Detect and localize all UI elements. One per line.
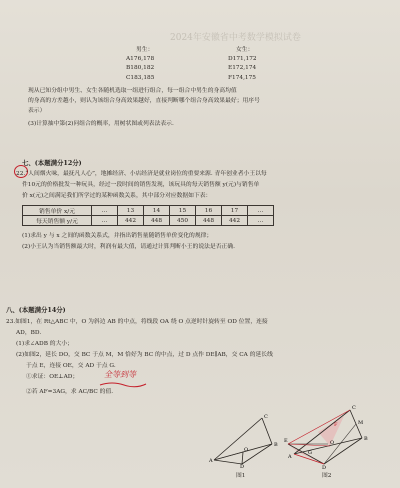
figure-1 xyxy=(208,412,280,468)
sales-table xyxy=(22,205,274,226)
table-cell: 450 xyxy=(170,216,196,226)
svg-text:O: O xyxy=(330,440,335,446)
female-option-e: E172,174 xyxy=(228,65,257,71)
svg-text:E: E xyxy=(284,438,288,444)
q23-line-1: 23.如图1，在 Rt△ABC 中，O 为斜边 AB 的中点，将线段 OA 绕 O 点逆时针旋转至 OD 位置，连接 xyxy=(6,319,268,325)
q23-sub-2-ii: ②若 AF=3AG，求 AC/BC 的值. xyxy=(26,389,114,395)
q23-sub-2-line-1: (2)如图2，延长 DO，交 BC 于点 M，M 恰好为 BC 的中点，过 D 点作 DE∥AB，交 CA 的延长线 xyxy=(16,352,273,358)
table-cell: … xyxy=(248,216,274,226)
ghost-header: 2024年安徽省中考数学模拟试卷 xyxy=(170,33,301,43)
svg-text:B: B xyxy=(274,442,278,448)
figure-2 xyxy=(284,394,370,470)
male-option-b: B180,182 xyxy=(126,65,155,71)
male-option-c: C183,185 xyxy=(126,75,155,81)
figure-1-caption: 图1 xyxy=(236,473,246,479)
svg-text:C: C xyxy=(352,405,356,411)
male-option-a: A176,178 xyxy=(126,56,155,62)
table-cell: … xyxy=(248,206,274,216)
para-line-2: 的身高的方差越小，则认为该组合身高效果越好，直接判断哪个组合身高效果最好；用序号 xyxy=(28,98,260,104)
table-row xyxy=(23,216,274,226)
svg-text:F: F xyxy=(334,422,338,428)
svg-text:M: M xyxy=(358,420,364,426)
table-cell: … xyxy=(92,206,118,216)
q23-line-2: AD，BD. xyxy=(16,330,42,336)
q23-sub-1: (1)求∠ADB 的大小； xyxy=(16,341,73,347)
para-line-3: 表示） xyxy=(28,108,46,114)
section-8-title: 八、(本题满分14分) xyxy=(6,306,66,314)
svg-text:D: D xyxy=(322,465,327,470)
svg-text:A: A xyxy=(209,458,213,464)
q22-line-3: 价 x(元)之间满足我们所学过的某种函数关系，其中部分对应数据如下表： xyxy=(22,193,212,199)
q23-sub-2-line-2: 于点 E，连接 OE，交 AD 于点 G. xyxy=(26,363,116,369)
table-header-revenue: 每天销售额 y/元 xyxy=(23,216,92,226)
red-underline-mark xyxy=(98,380,148,388)
section-7-title: 七、(本题满分12分) xyxy=(22,159,82,167)
table-cell: 16 xyxy=(196,206,222,216)
table-row xyxy=(23,206,274,216)
table-cell: … xyxy=(92,216,118,226)
svg-text:G: G xyxy=(308,450,312,456)
female-option-d: D171,172 xyxy=(228,56,257,62)
figure-2-caption: 图2 xyxy=(322,473,332,479)
q23-sub-2-i: ①求证：OE⊥AD； xyxy=(26,374,79,380)
svg-text:A: A xyxy=(288,454,292,460)
q22-sub-1: (1)求出 y 与 x 之间的函数关系式，并指出销售量随销售单价变化的规律； xyxy=(22,233,213,239)
male-label: 男生： xyxy=(136,47,154,53)
table-cell: 14 xyxy=(144,206,170,216)
svg-text:D: D xyxy=(240,464,245,468)
q22-line-2: 件10元的价格批发一种玩具，经过一段时间的销售发现，该玩具的每天销售额 y(元)与销售单 xyxy=(22,182,260,188)
handwritten-note: 全等到等 xyxy=(104,370,136,379)
q22-sub-2: (2)小王认为当销售额最大时，利润有最大值，请通过计算判断小王的说法是否正确. xyxy=(22,244,235,250)
question-3: (3)计算抽中第(2)问组合的概率，用树状图或列表法表示. xyxy=(28,121,174,127)
table-cell: 17 xyxy=(222,206,248,216)
table-cell: 442 xyxy=(222,216,248,226)
q22-line-1: 22.“人间烟火味，最抚凡人心”，地摊经济、小店经济是就业岗位的重要来源. 青年创业者小王以每 xyxy=(16,171,267,177)
female-label: 女生： xyxy=(236,47,254,53)
table-cell: 442 xyxy=(118,216,144,226)
svg-text:O: O xyxy=(244,447,249,453)
svg-text:C: C xyxy=(264,414,268,420)
svg-text:B: B xyxy=(364,436,368,442)
table-cell: 15 xyxy=(170,206,196,216)
table-cell: 448 xyxy=(196,216,222,226)
para-line-1: 现从已知分组中男生、女生各随机选取一组进行组合，每一组合中男生的身高均值 xyxy=(28,88,237,94)
table-cell: 448 xyxy=(144,216,170,226)
table-cell: 13 xyxy=(118,206,144,216)
table-header-price: 销售单价 x/元 xyxy=(23,206,92,216)
female-option-f: F174,175 xyxy=(228,75,256,81)
